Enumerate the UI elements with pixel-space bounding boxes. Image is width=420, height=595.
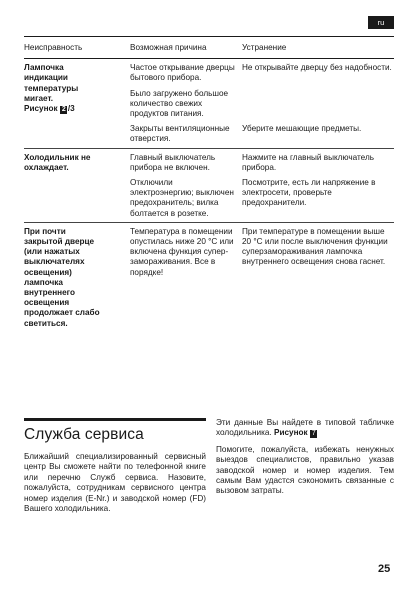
fault-cell [24,63,130,147]
remedy-cell: Не открывайте дверцу без надобности. [242,63,392,73]
remedy-cell [242,89,394,120]
cause-remedy-pair [130,178,394,219]
cause-cell: Температура в помещении опустилась ниже 20 °C или включена функция супер-замораживания. Все в порядке! [130,226,234,277]
section-rule [24,418,206,421]
remedy-cell: Нажмите на главный выключатель прибора. [242,152,374,172]
remedy-cell: Посмотрите, есть ли напряжение в электросети, проверьте предохранители. [242,178,376,208]
fault-cell [24,153,130,222]
header-cause: Возможная причина [130,43,207,52]
fault-line: температуры [24,83,79,93]
fault-line: внутреннего [24,288,75,298]
cause-remedy-group [130,227,394,329]
fault-line: светиться. [24,318,68,328]
fault-line: При почти [24,226,66,236]
cause-cell: Отключили электроэнергию; выключен предохранитель; вилка болтается в розетке. [130,178,234,218]
fault-line: Холодильник не [24,152,91,162]
figure-reference [24,104,126,114]
cause-remedy-group [130,63,394,147]
table-row [24,223,394,329]
cause-remedy-pair [130,227,394,278]
fault-line: лампочка [24,277,63,287]
fault-line: Лампочка [24,63,64,73]
cause-cell: Частое открывание дверцы бытового прибора. [130,63,235,83]
fault-cell [24,227,130,329]
fault-line: мигает. [24,93,54,103]
cause-cell: Закрыты вентиляционные отверстия. [130,124,230,144]
fault-line: освещения) [24,267,72,277]
cause-remedy-pair [130,89,394,120]
cause-remedy-pair [130,153,394,173]
figure-number-badge: 7 [311,430,316,438]
troubleshooting-table [24,36,394,329]
cause-cell: Главный выключатель прибора не включен. [130,152,216,172]
cause-remedy-pair [130,63,394,83]
figure-number-badge: 2 [61,106,66,114]
header-fault: Неисправность [24,43,83,52]
header-remedy: Устранение [242,43,287,52]
remedy-cell: При температуре в помещении выше 20 °C или после выключения функции суперзамораживания лампочка внутреннего освещения снова гаснет. [242,226,388,267]
fault-line: выключателях [24,257,85,267]
cause-remedy-group [130,153,394,222]
cause-cell: Было загружено большое количество свежих продуктов питания. [130,88,229,119]
fault-line: индикации [24,73,68,83]
fault-line: закрытой дверце [24,237,95,247]
table-header-row [24,37,394,58]
language-badge: ru [368,16,394,29]
paragraph: Помогите, пожалуйста, избежать ненужных выездов специалистов, правильно указав заводской номер и номер изделия. Тем самым Вам удастся сэкономить связанные с вызовом затраты. [216,444,394,496]
table-row [24,149,394,222]
paragraph [216,418,394,439]
figure-suffix: /3 [67,104,75,114]
table-row [24,59,394,147]
figure-label: Рисунок [24,104,60,114]
fault-line: освещения [24,298,70,308]
section-title: Служба сервиса [24,426,144,443]
page-number: 25 [378,563,391,575]
paragraph-text: Эти данные Вы найдете в типовой табличке холодильника. [216,418,394,438]
service-section [24,418,206,514]
fault-line: (или нажатых [24,247,80,257]
fault-line: продолжает слабо [24,308,100,318]
remedy-cell: Уберите мешающие предметы. [242,124,362,134]
section-body: Ближайший специализированный сервисный центр Вы сможете найти по телефонной книге или перечню Служб сервиса. Назовите, пожалуйста, сотрудникам сервисного центра номер изделия (E-Nr.) и заводской номер (FD) Вашего холодильника. [24,452,206,514]
cause-remedy-pair [130,124,394,144]
fault-line: охлаждает. [24,162,69,172]
service-right-column [216,418,394,503]
figure-label: Рисунок [273,428,310,438]
